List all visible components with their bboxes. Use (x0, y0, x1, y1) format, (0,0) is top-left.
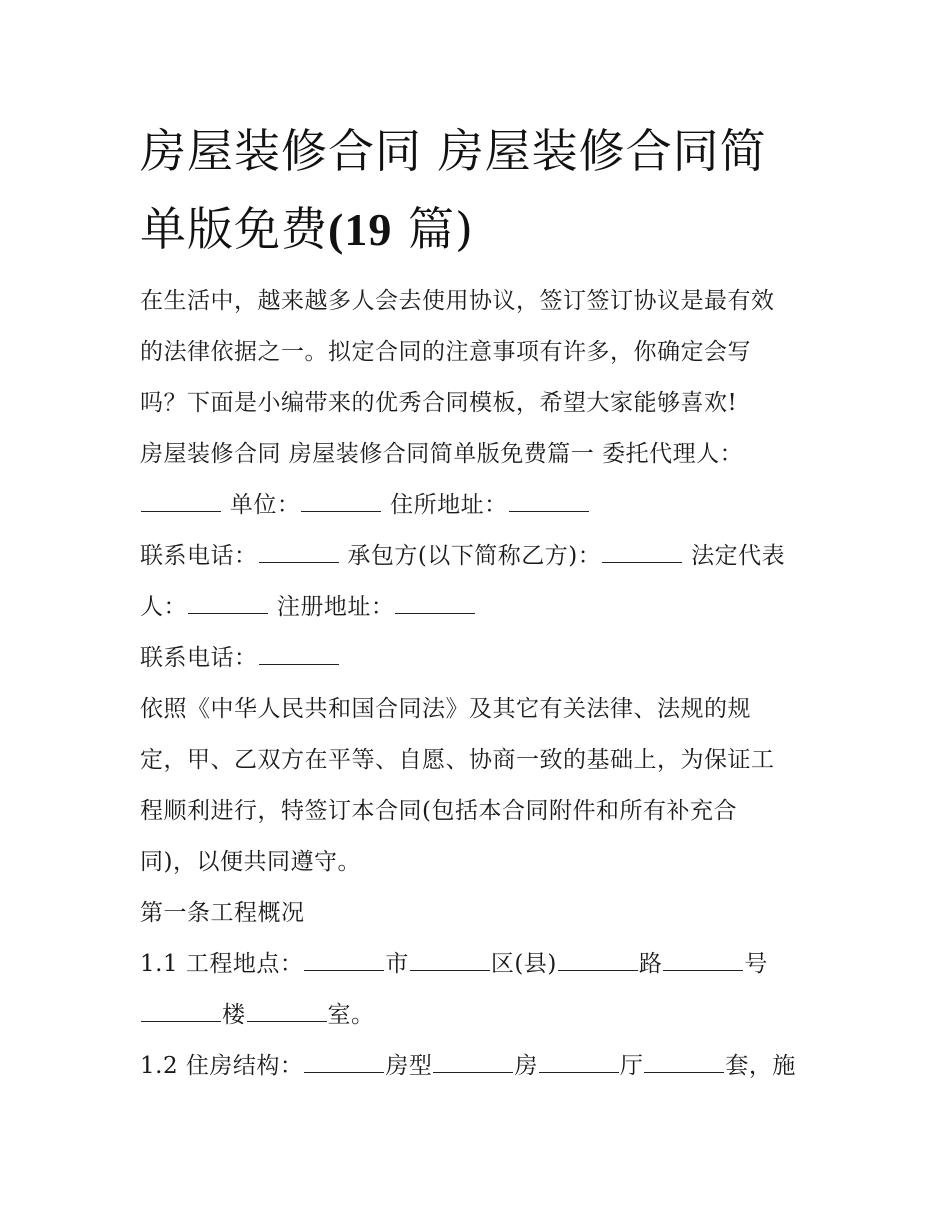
intro-line-4: 房屋装修合同 房屋装修合同简单版免费篇一 委托代理人： (140, 441, 744, 467)
form-line-1 (140, 480, 820, 531)
unit-label: 套，施 (725, 1053, 796, 1079)
form-line-2 (140, 531, 820, 582)
blank-field (410, 950, 490, 971)
para2-line-3: 程顺利进行，特签订本合同(包括本合同附件和所有补充合 (140, 798, 737, 824)
item-label: 1.2 住房结构： (140, 1053, 304, 1079)
form-label: 联系电话： (140, 645, 258, 671)
form-label: 注册地址： (276, 594, 395, 620)
unit-label: 厅 (619, 1053, 644, 1079)
item-1-1 (140, 939, 820, 990)
blank-field (509, 491, 589, 512)
blank-field (644, 1052, 724, 1073)
unit-label: 楼 (222, 1002, 246, 1028)
form-label: 法定代表 (691, 543, 786, 569)
blank-field (539, 1052, 619, 1073)
blank-field (395, 593, 475, 614)
unit-label: 区(县) (490, 951, 557, 977)
intro-line-1: 在生活中，越来越多人会去使用协议，签订签订协议是最有效 (140, 288, 775, 314)
unit-label: 号 (744, 951, 768, 977)
title-line-2-end: 篇) (407, 202, 474, 256)
form-label: 承包方(以下简称乙方)： (347, 543, 602, 569)
title-line-2-text: 单版免费 (140, 202, 328, 256)
intro-line-3: 吗？下面是小编带来的优秀合同模板，希望大家能够喜欢! (140, 390, 738, 416)
blank-field (558, 950, 638, 971)
blank-field (304, 1052, 384, 1073)
title-line-1: 房屋装修合同 房屋装修合同简 (140, 124, 767, 178)
unit-label: 房 (514, 1053, 538, 1079)
section-heading: 第一条工程概况 (140, 900, 305, 926)
unit-label: 路 (638, 951, 663, 977)
form-label: 人： (140, 594, 187, 620)
document-title (140, 112, 830, 269)
blank-field (304, 950, 384, 971)
form-label: 联系电话： (140, 543, 258, 569)
document-body (140, 276, 820, 1092)
para2-line-1: 依照《中华人民共和国合同法》及其它有关法律、法规的规 (140, 696, 751, 722)
blank-field (602, 542, 682, 563)
blank-field (663, 950, 743, 971)
unit-label: 市 (385, 951, 409, 977)
intro-line-2: 的法律依据之一。拟定合同的注意事项有许多，你确定会写 (140, 339, 751, 365)
blank-field (247, 1001, 327, 1022)
blank-field (141, 1001, 221, 1022)
para2-line-2: 定，甲、乙双方在平等、自愿、协商一致的基础上，为保证工 (140, 747, 775, 773)
title-line-2-num: (19 (328, 204, 393, 255)
blank-field (188, 593, 268, 614)
form-line-3 (140, 582, 820, 633)
blank-field (259, 542, 339, 563)
para2-line-4: 同)，以便共同遵守。 (140, 849, 361, 875)
form-label: 住所地址： (390, 492, 508, 518)
form-label: 单位： (229, 492, 301, 518)
blank-field (301, 491, 381, 512)
item-1-1-cont (140, 990, 820, 1041)
form-line-4 (140, 633, 820, 684)
blank-field (433, 1052, 513, 1073)
unit-label: 室。 (327, 1002, 375, 1028)
blank-field (259, 644, 339, 665)
item-1-2 (140, 1041, 820, 1092)
item-label: 1.1 工程地点： (140, 951, 304, 977)
blank-field (141, 491, 221, 512)
unit-label: 房型 (385, 1053, 433, 1079)
